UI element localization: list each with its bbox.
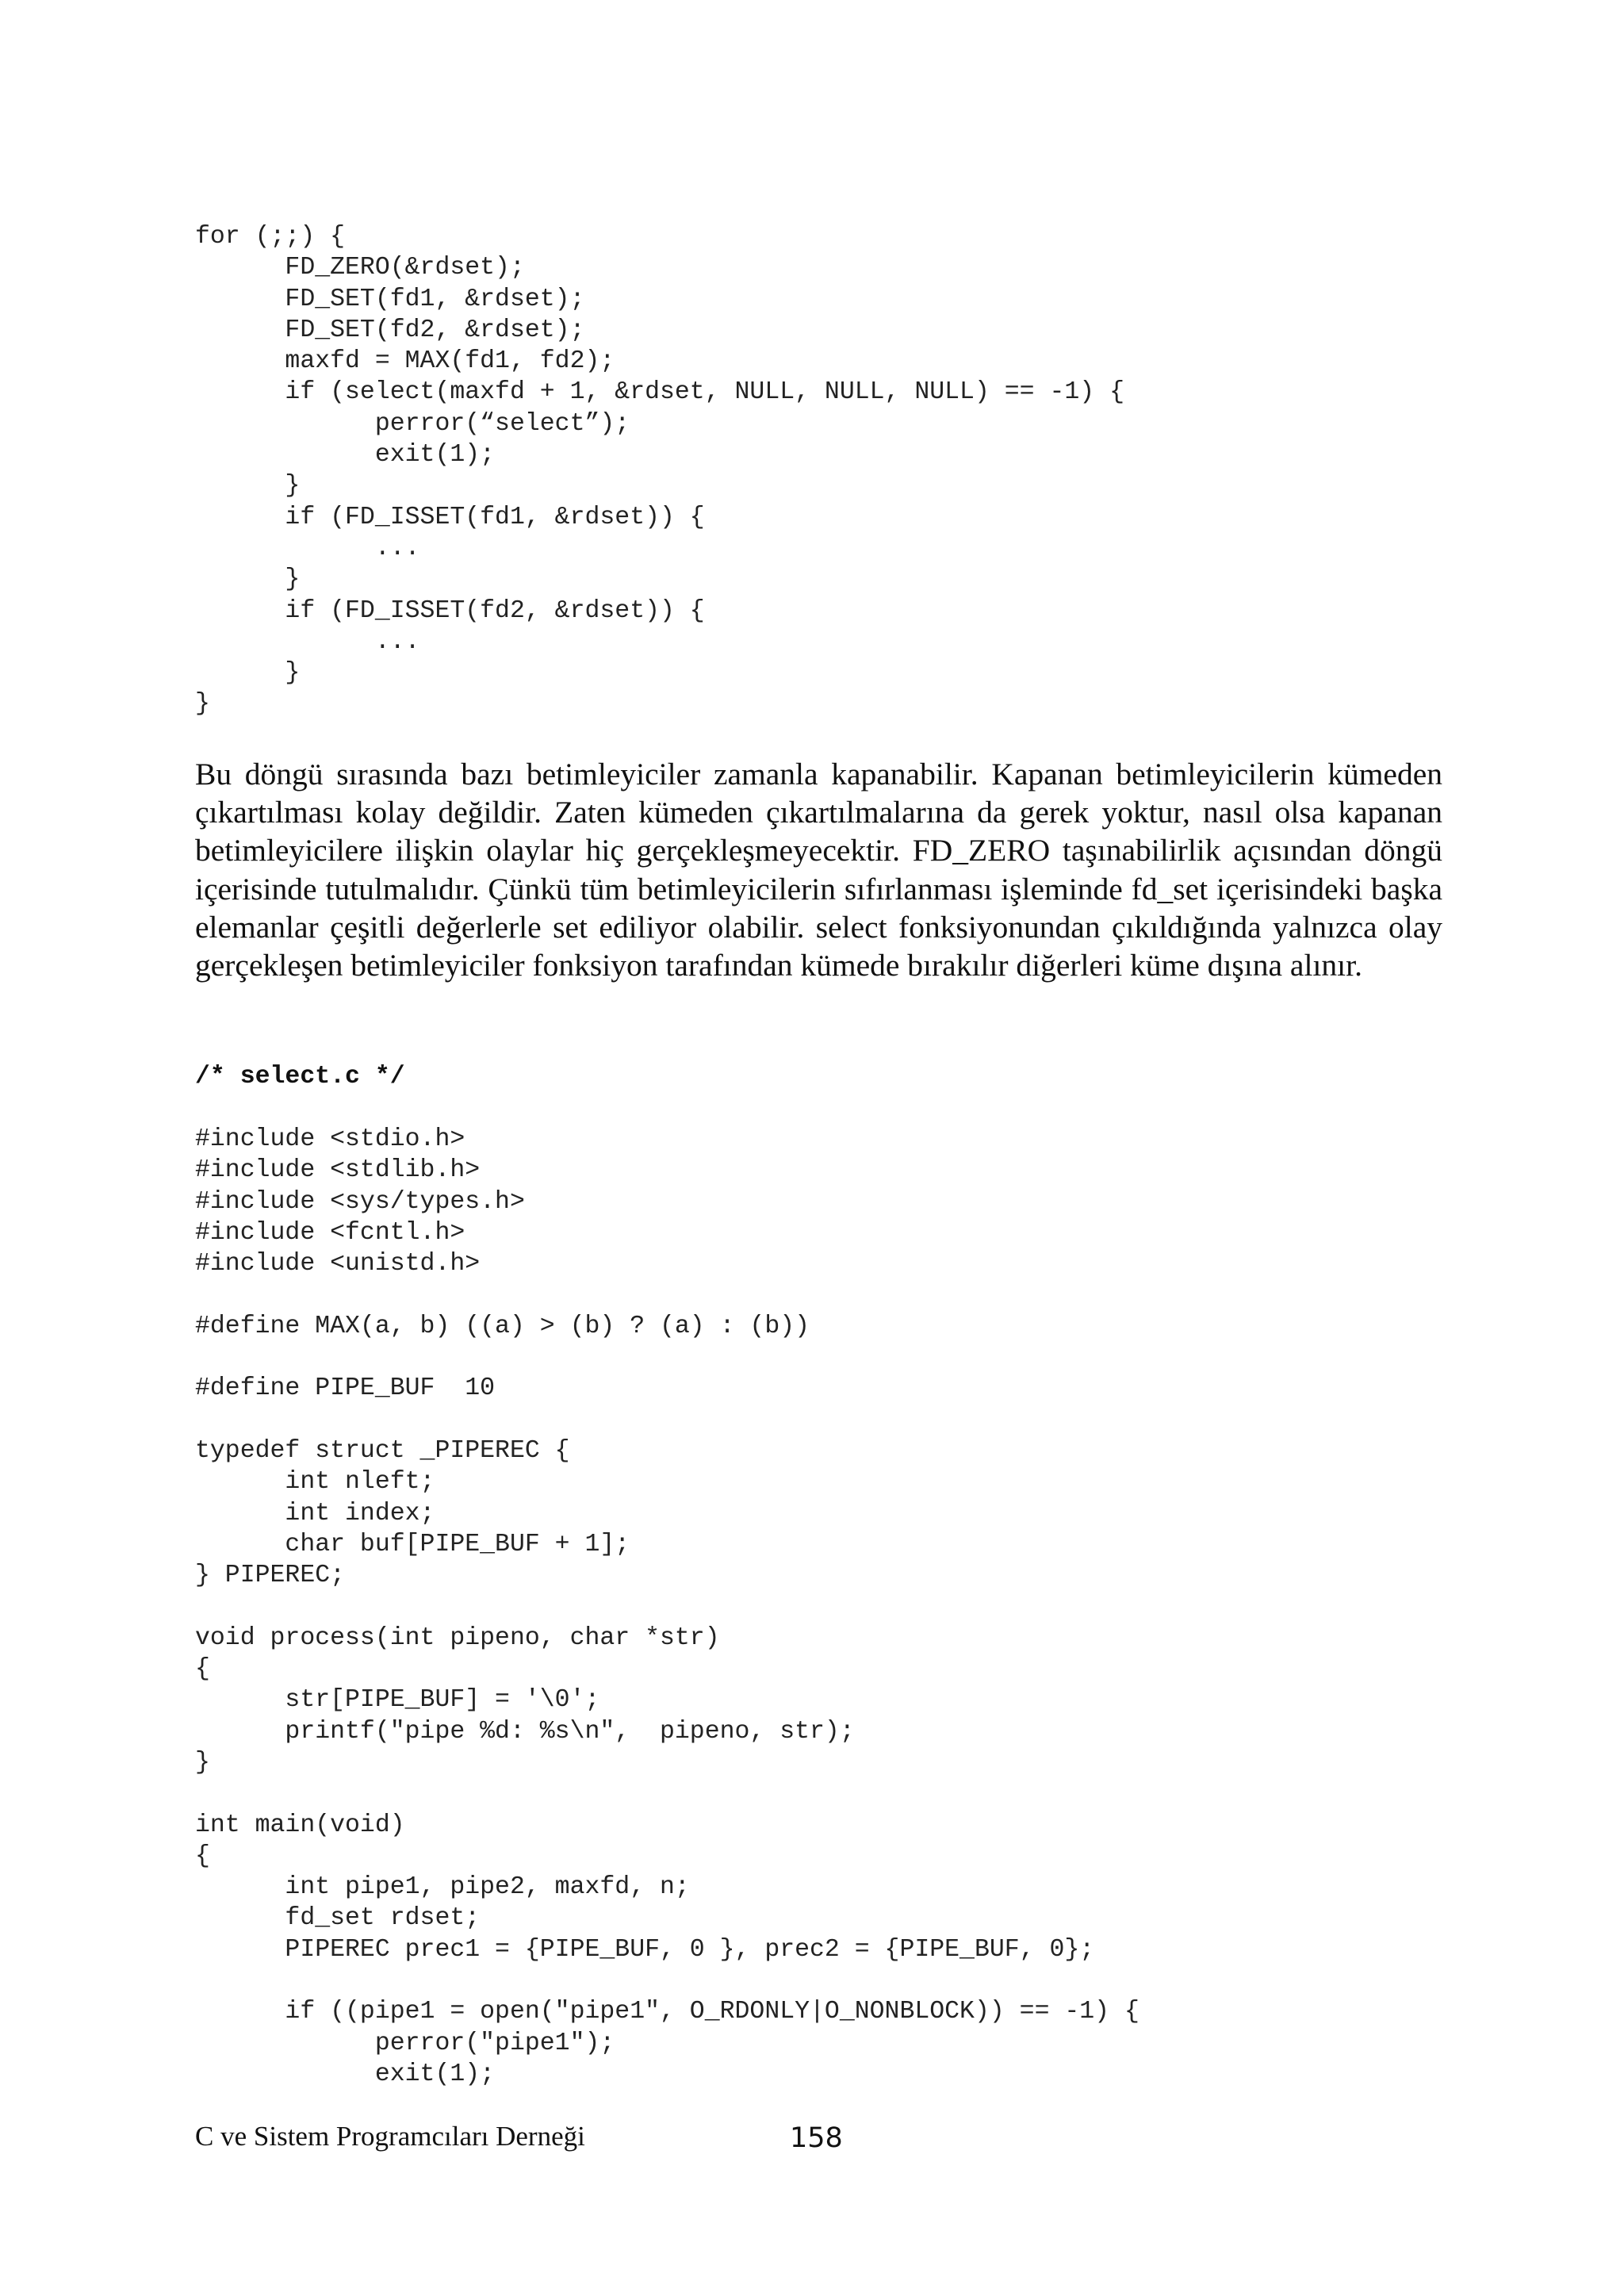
code-file-comment: /* select.c */ xyxy=(195,1063,405,1091)
code-block-select-program: #include <stdio.h> #include <stdlib.h> #include <sys/types.h> #include <fcntl.h> #include <unistd.h> #define MAX(a, b) ((a) > (b) ? (a) : (b)) #define PIPE_BUF 10 typedef struct _PIPEREC { int nleft; int index; char buf[PIPE_BUF + 1]; } PIPEREC; void process(int pipeno, char *str) { str[PIPE_BUF] = '\0'; printf("pipe %d: %s\n", pipeno, str); } int main(void) { int pipe1, pipe2, maxfd, n; fd_set rdset; PIPEREC prec1 = {PIPE_BUF, 0 }, prec2 = {PIPE_BUF, 0}; if ((pipe1 = open("pipe1", O_RDONLY|O_NONBLOCK)) == -1) { perror("pipe1"); exit(1); xyxy=(195,1125,1139,2088)
footer-organization: C ve Sistem Programcıları Derneği xyxy=(195,2121,585,2152)
body-paragraph: Bu döngü sırasında bazı betimleyiciler zamanla kapanabilir. Kapanan betimleyicilerin kümeden çıkartılması kolay değildir. Zaten kümeden çıkartılmalarına da gerek yoktur, nasıl olsa kapanan betimleyicilere ilişkin olaylar hiç gerçekleşmeyecektir. FD_ZERO taşınabilirlik açısından döngü içerisinde tutulmalıdır. Çünkü tüm betimleyicilerin sıfırlanması işleminde fd_set içerisindeki başka elemanlar çeşitli değerlerle set ediliyor olabilir. select fonksiyonundan çıkıldığında yalnızca olay gerçekleşen betimleyiciler fonksiyon tarafından kümede bırakılır diğerleri küme dışına alınır. xyxy=(195,757,1442,983)
code-block-select-loop: for (;;) { FD_ZERO(&rdset); FD_SET(fd1, &rdset); FD_SET(fd2, &rdset); maxfd = MAX(fd1, fd2); if (select(maxfd + 1, &rdset, NULL, NULL, NULL) == -1) { perror(“select”); exit(1); } if (FD_ISSET(fd1, &rdset)) { ... } if (FD_ISSET(fd2, &rdset)) { ... } } xyxy=(195,223,1124,719)
footer-page-number: 158 xyxy=(790,2122,843,2154)
